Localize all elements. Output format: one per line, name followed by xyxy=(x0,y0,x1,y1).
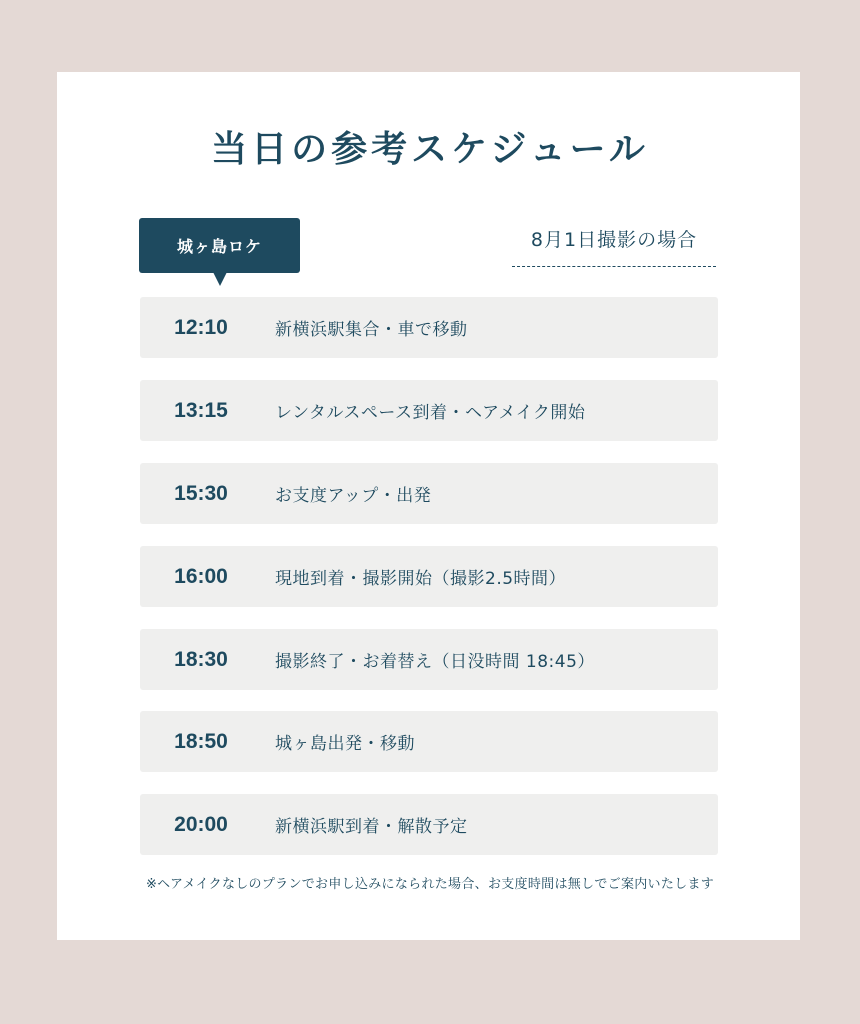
schedule-row xyxy=(140,380,718,441)
schedule-time: 12:10 xyxy=(174,315,228,339)
schedule-description: 撮影終了・お着替え（日没時間 18:45） xyxy=(275,652,595,672)
schedule-time: 15:30 xyxy=(174,481,228,505)
schedule-time: 18:30 xyxy=(174,647,228,671)
schedule-row xyxy=(140,794,718,855)
schedule-description: 新横浜駅到着・解散予定 xyxy=(275,817,468,837)
schedule-time: 20:00 xyxy=(174,812,228,836)
date-note: 8月1日撮影の場合 xyxy=(512,224,716,267)
schedule-description: レンタルスペース到着・ヘアメイク開始 xyxy=(275,403,586,423)
schedule-row xyxy=(140,711,718,772)
schedule-description: 新横浜駅集合・車で移動 xyxy=(275,320,468,340)
schedule-row xyxy=(140,629,718,690)
schedule-description: 城ヶ島出発・移動 xyxy=(275,734,415,754)
schedule-description: お支度アップ・出発 xyxy=(275,486,432,506)
footnote: ※ヘアメイクなしのプランでお申し込みになられた場合、お支度時間は無しでご案内いたします xyxy=(145,877,715,892)
schedule-row xyxy=(140,546,718,607)
schedule-row xyxy=(140,297,718,358)
location-tag xyxy=(139,218,300,273)
schedule-time: 13:15 xyxy=(174,398,228,422)
location-tag-label: 城ヶ島ロケ xyxy=(176,237,262,256)
schedule-row xyxy=(140,463,718,524)
schedule-description: 現地到着・撮影開始（撮影2.5時間） xyxy=(275,569,567,589)
schedule-time: 18:50 xyxy=(174,729,228,753)
page-title: 当日の参考スケジュール xyxy=(211,129,649,170)
schedule-time: 16:00 xyxy=(174,564,228,588)
tag-pointer xyxy=(213,272,227,286)
